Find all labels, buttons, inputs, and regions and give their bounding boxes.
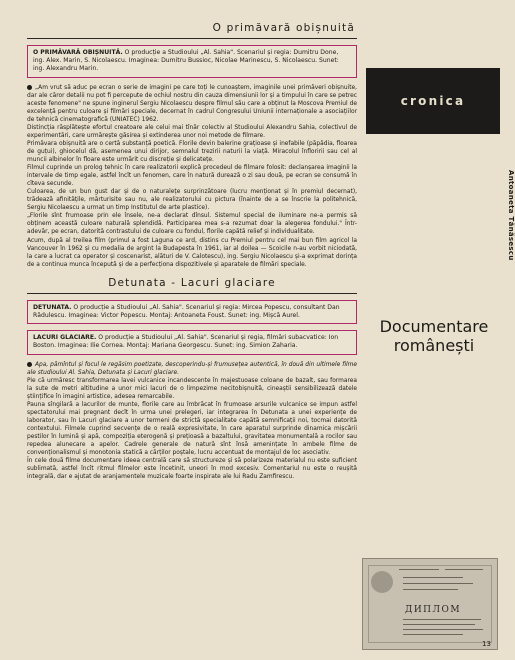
paragraph: În cele două filme documentare ideea centrală care să structureze și să polarizeze materialul nu este suficient sublimată, astfel încît ritmul filmelor este încetinit, uneori în mod excesiv. Comentariul nu este o reușită integrală, dar e ajutat de aranjamentele muzicale foarte inspirate ale lui Radu Zamfirescu.: [27, 458, 357, 481]
paragraph: Culoarea, de un bun gust dar și de o naturalețe surprinzătoare (lucru menționat și în premiul decernat), trădează afinitățile, mărturisite sau nu, ale realizatorului cu pictura (înainte de a se înscrie la politehnică, Sergiu Nicolaescu a urmat un timp Institutul de arte plastice).: [27, 189, 357, 212]
author-name: Antoaneta Tănăsescu: [507, 170, 515, 261]
article-body-detunata: [27, 361, 357, 482]
bullet-icon: [27, 85, 32, 90]
article-body-primavara: [27, 84, 357, 269]
diploma-photo: [362, 558, 498, 650]
paragraph: Pauna sîngilară a lacurilor de munte, florile care au îmbrăcat în frumoase arsurile vulcanice se impun astfel spectatorului mai pregnant decît în urma unei prelegeri, iar integrarea în Detunata a unei experiențe de laborator, sau în Lacuri glaciare a unor termeni de strictă specialitate capătă semnificații noi, tocmai datorită contextului. Filmele cuprind secvențe de o reală expresivitate, în care aparatul surprinde dinamica mișcării pestilor în lumină și apă, compoziția eterogenă și prețioasă a bazaltului, gravitatea monumentală a rocilor sau repedea alunecare a apelor. Cadrele generale de natură sînt însă amenințate în ambele filme de convenționalismul și monotonia statică a cărților poștale, lucru accentuat de montajul de loc asociativ.: [27, 401, 357, 457]
credit-lead: DETUNATA.: [33, 303, 72, 311]
diploma-title: ДИПЛОМ: [405, 605, 462, 615]
paragraph: Acum, după al treilea film (primul a fost Laguna ce ard, distins cu Premiul pentru cel mai bun film agricol la Vancouver în 1962 și cu medalia de argint la Budapesta în 1961, iar al doilea — Scoicile n-au vorbit niciodată, la care a lucrat ca operator și coscenarist, alături de V. Calotescu), ing. Sergiu Nicolaescu și-a exprimat dorința de a continua munca începută și de a perfecționa dispozitivele și aparatele de filmări speciale.: [27, 237, 357, 268]
credit-lead: O PRIMĂVARĂ OBIȘNUITĂ.: [33, 49, 123, 56]
paragraph: Pie că urmăresc transformarea lavei vulcanice incandescente în majestuoase coloane de bazalt, sau formarea la sute de metri altitudine a unor mici lacuri de o limpezime necitobișnuită, cineaștii sensibilizează datele științifice în imagini artistice, adesea remarcabile.: [27, 377, 357, 400]
section-title-detunata: Detunata - Lacuri glaciare: [108, 276, 276, 289]
section-title-primavara: O primăvară obișnuită: [212, 22, 355, 34]
feature-title-line1: Documentare: [379, 317, 489, 336]
paragraph: „Florile sînt frumoase prin ele însele, ne-a declarat dînsul. Sistemul special de iluminare ne-a permis să obținem această culoare naturală splendidă. Participarea mea s-a rezumat doar la alegerea fondului." Într-adevăr, pe ecran, datorită contrastului de culoare cu fondul, florile capătă relief și individualitate.: [27, 213, 357, 236]
credit-text: O producție a Studioului „Al. Sahia". Scenariul și regia, filmări subacvatice: Ion Boston. Imaginea: Ilie Cornea. Montaj: Mariana Georgescu. Sunet: ing. Simion Zaharia.: [33, 334, 339, 350]
credit-box-lacuri: [27, 330, 357, 354]
credit-text: O producție a Studioului „Al. Sahia". Scenariul și regia: Dumitru Done, ing. Alex. Marin, S. Nicolaescu. Imaginea: Dumitru Bussioc, Nicolae Marinescu, S. Nicolaescu. Sunet: ing. Alexandru Marin.: [33, 49, 339, 73]
paragraph: Apa, pămîntul și focul le regăsim poetizate, descoperindu-și frumusețea autentică, în două din ultimele filme ale studioului Al. Sahia, Detunata și Lacuri glaciare.: [27, 361, 357, 376]
article-column: [27, 22, 357, 481]
credit-text: O producție a Studioului „Al. Sahia". Scenariul și regia: Mircea Popescu, consultant Dan Rădulescu. Imaginea: Victor Popescu. Montaj: Antoaneta Foust. Sunet: ing. Mișcă Aurel.: [33, 303, 340, 319]
title-rule: [27, 38, 357, 39]
cronica-label-box: [366, 68, 500, 134]
paragraph: Distincția răsplătește efortul creatoare ale celui mai tînăr colectiv al Studioului Alexandru Sahia, colectivul de experimentări, care urmărește găsirea și extinderea unor noi metode de filmare.: [27, 124, 357, 139]
feature-title: [364, 317, 504, 355]
title-rule: [27, 293, 357, 294]
bullet-icon: [27, 362, 32, 367]
paragraph: „Am vrut să aduc pe ecran o serie de imagini pe care toți le cunoaștem, imaginile unei primăveri obișnuite, dar ale căror detalii nu pot fi percepute de ochiul nostru din cauza dimensiunii lor și a timpului în care se petrec aceste fenomene" ne spune inginerul Sergiu Nicolaescu despre filmul său care a obținut la Moscova Premiul de excelență pentru culoare și filmări speciale, decernat în cadrul Congresului Uniunii internaționale a asociațiilor de tehnică cinematografică (UNIATEC) 1962.: [27, 84, 358, 123]
page-number: 13: [482, 640, 491, 648]
feature-title-line2: românești: [393, 336, 475, 355]
diploma-seal-icon: [371, 571, 393, 593]
diploma-header-lines: [369, 566, 491, 573]
paragraph: Filmul cuprinde un prolog tehnic în care realizatorii explică procedeul de filmare folosit: declanșarea imaginii la intervale de timp egale, astfel încît un fenomen, care în natură durează o zi sau două, pe ecran se consumă în cîteva secunde.: [27, 165, 357, 188]
paragraph: Primăvara obișnuită are o certă substanță poetică. Florile devin balerine grațioase și inefabile (păpădia, floarea de guțui), ghiocelul dă, asemenea unui dirijor, semnalul trezirii naturii la viață. Miracolul înfloririi sau cel al muncii albinelor în floare este urmărit cu discreție și delicatețe.: [27, 140, 357, 164]
cronica-label: cronica: [400, 94, 466, 108]
credit-box-detunata: [27, 300, 357, 324]
credit-box-primavara: [27, 45, 357, 78]
credit-lead: LACURI GLACIARE.: [33, 334, 97, 342]
